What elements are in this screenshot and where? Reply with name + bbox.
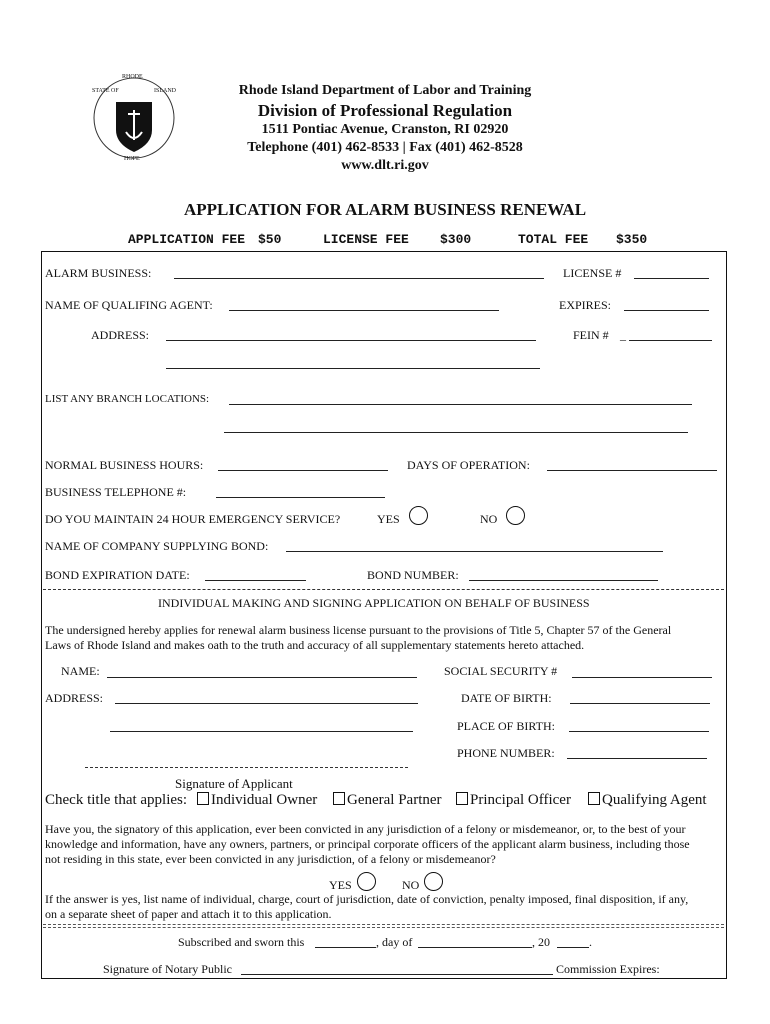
option-label: Individual Owner [211,792,318,808]
expires-field[interactable] [624,310,709,311]
conviction-question-line3: not residing in this state, ever been convicted in any jurisdiction, of a felony or misdemeanor? [45,852,496,866]
emergency-service-label: DO YOU MAINTAIN 24 HOUR EMERGENCY SERVICE? [45,512,341,526]
seal-left-text: STATE OF [92,88,119,94]
office-website: www.dlt.ri.gov [341,158,429,173]
business-hours-label: NORMAL BUSINESS HOURS: [45,458,204,472]
emergency-yes-label: YES [377,512,400,526]
title-option-general-partner[interactable] [333,792,442,809]
seal-bottom-text: HOPE [124,156,140,162]
business-telephone-label: BUSINESS TELEPHONE #: [45,485,187,499]
applicant-name-field[interactable] [107,677,417,678]
title-option-individual-owner[interactable] [197,792,317,809]
ssn-field[interactable] [572,677,712,678]
business-address-field[interactable] [166,340,536,341]
branch-locations-field-2[interactable] [224,432,688,433]
fein-field[interactable] [629,340,712,341]
section-divider [43,589,724,590]
title-option-principal-officer[interactable] [456,792,571,809]
phone-field[interactable] [567,758,707,759]
conviction-yes-label: YES [329,878,352,892]
sworn-text-b: , day of [376,935,413,949]
expires-label: EXPIRES: [559,298,612,312]
license-label: LICENSE # [563,266,622,280]
checkbox-icon [588,792,600,805]
conviction-answer-line2: on a separate sheet of paper and attach it to this application. [45,907,332,921]
applicant-address-field[interactable] [115,703,418,704]
sworn-text-c: , 20 [532,935,550,949]
sworn-month-field[interactable] [418,947,532,948]
dob-field[interactable] [570,703,710,704]
emergency-no-radio[interactable] [506,506,525,525]
office-address: 1511 Pontiac Avenue, Cranston, RI 02920 [261,122,509,137]
dept-name: Rhode Island Department of Labor and Training [238,83,532,98]
individual-statement-line1: The undersigned hereby applies for renewal alarm business license pursuant to the provisions of Title 5, Chapter 57 of the General [45,623,672,637]
seal-top-text: RHODE [122,74,143,80]
applicant-address-label: ADDRESS: [45,691,104,705]
app-fee-value: $50 [258,232,282,247]
notary-signature-label: Signature of Notary Public [103,962,232,976]
business-address-field-2[interactable] [166,368,540,369]
division-name: Division of Professional Regulation [257,101,513,120]
ssn-label: SOCIAL SECURITY # [444,664,558,678]
bond-expiration-field[interactable] [205,580,306,581]
fein-label: FEIN # [573,328,609,342]
conviction-answer-line1: If the answer is yes, list name of individual, charge, court of jurisdiction, date of conviction, penalty imposed, final disposition, if any, [45,892,689,906]
form-border [41,251,727,979]
pob-label: PLACE OF BIRTH: [457,719,555,733]
phone-label: PHONE NUMBER: [457,746,555,760]
total-fee-value: $350 [616,232,648,247]
pob-field[interactable] [569,731,709,732]
bond-expiration-label: BOND EXPIRATION DATE: [45,568,190,582]
fein-dash: _ [620,328,626,342]
title-option-qualifying-agent[interactable] [588,792,707,809]
checkbox-icon [456,792,468,805]
applicant-name-label: NAME: [61,664,100,678]
license-fee-value: $300 [440,232,472,247]
emergency-yes-radio[interactable] [409,506,428,525]
license-field[interactable] [634,278,709,279]
app-fee-label: APPLICATION FEE [128,232,246,247]
sworn-text-d: . [589,935,592,949]
conviction-question-line2: knowledge and information, have any owners, partners, or principal corporate officers of the applicant alarm business, including those [45,837,690,851]
bond-company-label: NAME OF COMPANY SUPPLYING BOND: [45,539,269,553]
branch-locations-label: LIST ANY BRANCH LOCATIONS: [45,393,210,405]
dob-label: DATE OF BIRTH: [461,691,552,705]
alarm-business-field[interactable] [174,278,544,279]
form-title: APPLICATION FOR ALARM BUSINESS RENEWAL [183,200,587,219]
checkbox-icon [333,792,345,805]
individual-heading: INDIVIDUAL MAKING AND SIGNING APPLICATION ON BEHALF OF BUSINESS [158,596,590,610]
qualifying-agent-label: NAME OF QUALIFING AGENT: [45,298,213,312]
business-address-label: ADDRESS: [91,328,150,342]
bond-number-field[interactable] [469,580,658,581]
applicant-signature-field[interactable] [85,767,408,768]
commission-expires-label: Commission Expires: [556,962,660,976]
conviction-no-label: NO [402,878,420,892]
bond-company-field[interactable] [286,551,663,552]
branch-locations-field[interactable] [229,404,692,405]
option-label: Principal Officer [470,792,571,808]
sworn-text-a: Subscribed and sworn this [178,935,305,949]
days-operation-field[interactable] [547,470,717,471]
business-telephone-field[interactable] [216,497,385,498]
notary-signature-field[interactable] [241,974,553,975]
total-fee-label: TOTAL FEE [518,232,589,247]
applicant-signature-label: Signature of Applicant [175,776,293,791]
applicant-address-field-2[interactable] [110,731,413,732]
sworn-year-field[interactable] [557,947,589,948]
license-fee-label: LICENSE FEE [323,232,409,247]
bond-number-label: BOND NUMBER: [367,568,459,582]
conviction-question-line1: Have you, the signatory of this application, ever been convicted in any jurisdiction of a felony or misdemeanor, or, to the best of your [45,822,686,836]
alarm-business-label: ALARM BUSINESS: [45,266,152,280]
option-label: General Partner [347,792,442,808]
business-hours-field[interactable] [218,470,388,471]
individual-statement-line2: Laws of Rhode Island and makes oath to the truth and accuracy of all supplementary statements hereto attached. [45,638,585,652]
emergency-no-label: NO [480,512,498,526]
conviction-no-radio[interactable] [424,872,443,891]
office-phone: Telephone (401) 462-8533 | Fax (401) 462-8528 [247,140,523,155]
conviction-yes-radio[interactable] [357,872,376,891]
qualifying-agent-field[interactable] [229,310,499,311]
title-check-label: Check title that applies: [45,792,188,808]
checkbox-icon [197,792,209,805]
seal-right-text: ISLAND [154,88,176,94]
notary-divider [43,924,724,928]
option-label: Qualifying Agent [602,792,707,808]
days-operation-label: DAYS OF OPERATION: [407,458,530,472]
sworn-day-field[interactable] [315,947,376,948]
